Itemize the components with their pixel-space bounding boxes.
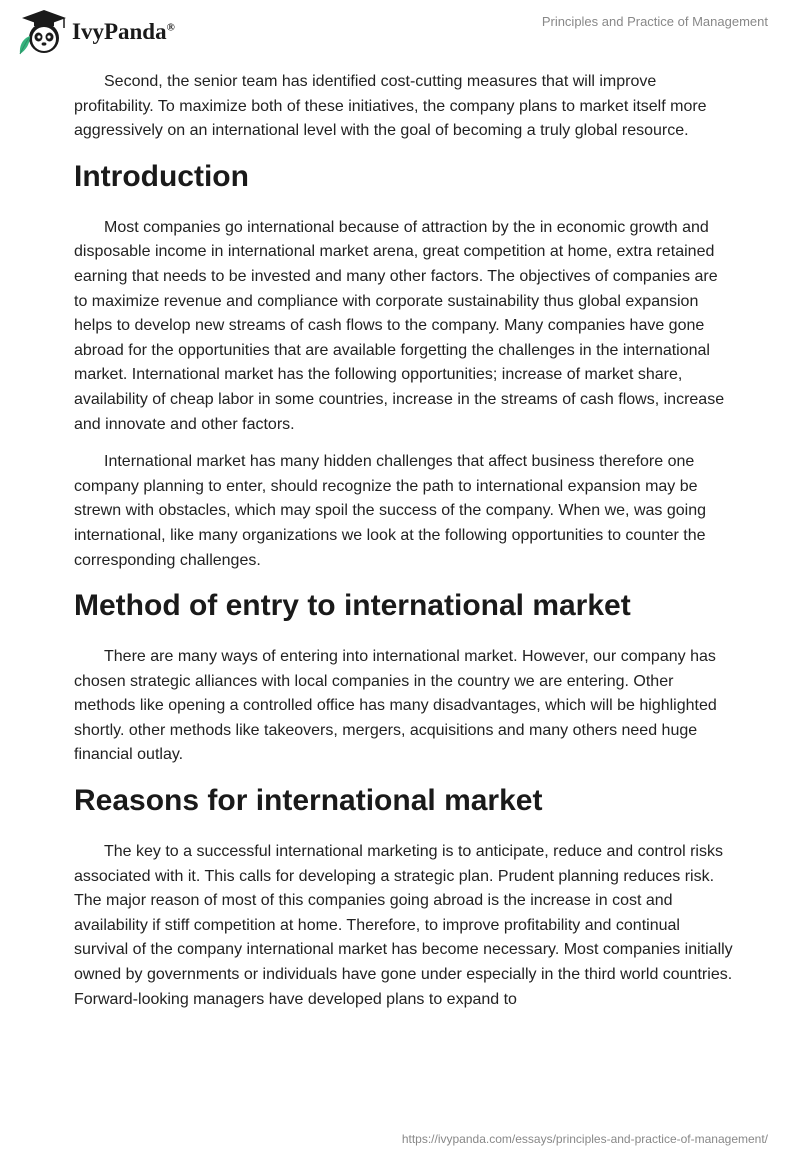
page-header: [0, 0, 800, 64]
panda-graduate-icon: [14, 8, 70, 56]
paragraph: Most companies go international because of attraction by the in economic growth and disposable income in international market arena, great competition at home, extra retained earning that needs to be invested and many other factors. The objectives of companies are to maximize revenue and compliance with corporate sustainability thus global expansion helps to develop new streams of cash flows to the company. Many companies have gone abroad for the opportunities that are available forgetting the challenges in the international market. International market has the following opportunities; increase of market share, availability of cheap labor in some countries, increase in the streams of cash flows, increase and innovate and other factors.: [74, 218, 725, 433]
ivypanda-logo[interactable]: [14, 8, 175, 56]
running-title: Principles and Practice of Management: [541, 14, 768, 29]
paragraph: The key to a successful international marketing is to anticipate, reduce and control risks associated with it. This calls for developing a strategic plan. Prudent planning reduces risk. The major reason of most of this companies going abroad is the increase in cost and availability if stiff competition at home. Therefore, to improve profitability and continual survival of the company international market has become necessary. Most companies initially owned by governments or individuals have gone under especially in the third world countries. Forward-looking managers have developed plans to expand to: [74, 843, 733, 1008]
paragraph: There are many ways of entering into international market. However, our company has chosen strategic alliances with local companies in the country we are entering. Other methods like opening a controlled office has many disadvantages, which will be highlighted shortly. other methods like takeovers, mergers, acquisitions and many others need huge financial outlay.: [74, 648, 717, 764]
source-url[interactable]: https://ivypanda.com/essays/principles-and-practice-of-management/: [401, 1132, 768, 1146]
paragraph: Second, the senior team has identified cost-cutting measures that will improve profitability. To maximize both of these initiatives, the company plans to market itself more aggressively on an international level with the goal of becoming a truly global resource.: [74, 73, 707, 140]
heading-introduction: Introduction: [74, 159, 249, 193]
essay-content: [74, 70, 734, 1025]
heading-reasons: Reasons for international market: [74, 784, 543, 818]
heading-method-of-entry: Method of entry to international market: [74, 589, 631, 623]
paragraph: International market has many hidden challenges that affect business therefore one company planning to enter, should recognize the path to international expansion may be strewn with obstacles, which may spoil the success of the company. When we, was going international, like many organizations we look at the following opportunities to counter the corresponding challenges.: [74, 453, 706, 569]
brand-name: IvyPanda®: [72, 19, 175, 44]
